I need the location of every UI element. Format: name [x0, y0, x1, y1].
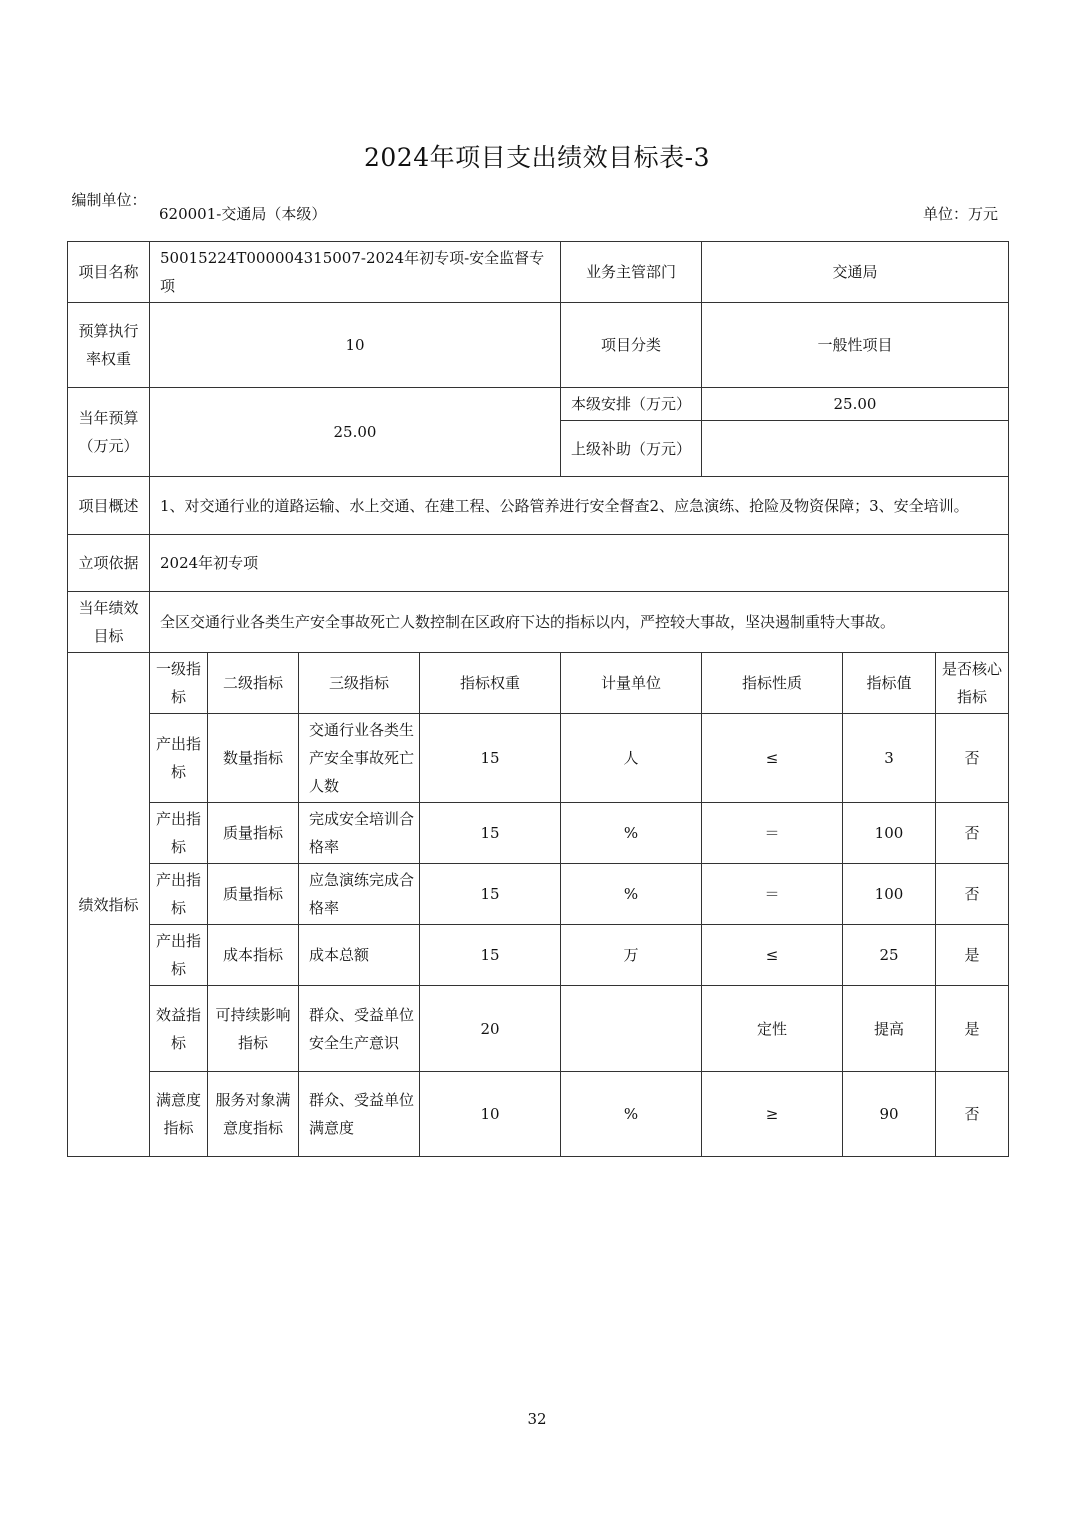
indicator-section-label: 绩效指标: [68, 653, 150, 1157]
basis-label: 立项依据: [68, 535, 150, 592]
weight-cell: 15: [420, 864, 561, 925]
row-basis: [68, 535, 1009, 592]
weight-cell: 15: [420, 803, 561, 864]
header-level3: 三级指标: [299, 653, 420, 714]
level2-cell: 可持续影响指标: [208, 986, 299, 1072]
page-number: 32: [527, 1410, 547, 1428]
core-cell: 否: [936, 714, 1009, 803]
nature-cell: ＝: [702, 803, 843, 864]
unit-label: 编制单位：: [71, 191, 147, 209]
header-weight: 指标权重: [420, 653, 561, 714]
unit-value: 620001-交通局（本级）: [159, 205, 327, 223]
upper-value: [702, 421, 1009, 477]
table-row: [68, 803, 1009, 864]
header-level2: 二级指标: [208, 653, 299, 714]
upper-label: 上级补助（万元）: [561, 421, 702, 477]
value-cell: 90: [843, 1072, 936, 1157]
level3-cell: 群众、受益单位满意度: [299, 1072, 420, 1157]
value-cell: 25: [843, 925, 936, 986]
nature-cell: 定性: [702, 986, 843, 1072]
weight-cell: 15: [420, 714, 561, 803]
level3-cell: 应急演练完成合格率: [299, 864, 420, 925]
core-cell: 是: [936, 986, 1009, 1072]
weight-value: 10: [150, 303, 561, 388]
table-row: [68, 864, 1009, 925]
level1-cell: 产出指标: [150, 925, 208, 986]
nature-cell: ≤: [702, 714, 843, 803]
header-level1: 一级指标: [150, 653, 208, 714]
core-cell: 否: [936, 803, 1009, 864]
page-title: 2024年项目支出绩效目标表-3: [364, 143, 710, 172]
level1-cell: 产出指标: [150, 864, 208, 925]
level2-cell: 成本指标: [208, 925, 299, 986]
dept-value: 交通局: [702, 242, 1009, 303]
unit-row: [68, 188, 1006, 240]
indicator-header-row: [68, 653, 1009, 714]
row-goal: [68, 592, 1009, 653]
row-budget: [68, 388, 1009, 421]
unit-cell: %: [561, 864, 702, 925]
level2-cell: 服务对象满意度指标: [208, 1072, 299, 1157]
unit-cell: %: [561, 803, 702, 864]
nature-cell: ＝: [702, 864, 843, 925]
weight-label: 预算执行率权重: [68, 303, 150, 388]
project-name: 50015224T000004315007-2024年初专项-安全监督专项: [150, 242, 561, 303]
local-value: 25.00: [702, 388, 1009, 421]
unit-cell: 万: [561, 925, 702, 986]
header-unit: 计量单位: [561, 653, 702, 714]
level1-cell: 产出指标: [150, 714, 208, 803]
unit-cell: [561, 986, 702, 1072]
level2-cell: 质量指标: [208, 803, 299, 864]
level3-cell: 交通行业各类生产安全事故死亡人数: [299, 714, 420, 803]
goal-label: 当年绩效目标: [68, 592, 150, 653]
table-row: [68, 986, 1009, 1072]
header-value: 指标值: [843, 653, 936, 714]
overview-label: 项目概述: [68, 477, 150, 535]
category-label: 项目分类: [561, 303, 702, 388]
level3-cell: 成本总额: [299, 925, 420, 986]
level2-cell: 数量指标: [208, 714, 299, 803]
weight-cell: 20: [420, 986, 561, 1072]
overview-value: 1、对交通行业的道路运输、水上交通、在建工程、公路管养进行安全督查2、应急演练、抢险及物资保障；3、安全培训。: [150, 477, 1009, 535]
level3-cell: 群众、受益单位安全生产意识: [299, 986, 420, 1072]
unit-cell: %: [561, 1072, 702, 1157]
value-cell: 100: [843, 803, 936, 864]
level2-cell: 质量指标: [208, 864, 299, 925]
header-core: 是否核心指标: [936, 653, 1009, 714]
core-cell: 否: [936, 1072, 1009, 1157]
value-cell: 3: [843, 714, 936, 803]
performance-table: [67, 241, 1009, 1157]
currency-unit: 单位：万元: [922, 205, 998, 223]
nature-cell: ≤: [702, 925, 843, 986]
core-cell: 否: [936, 864, 1009, 925]
table-row: [68, 1072, 1009, 1157]
value-cell: 提高: [843, 986, 936, 1072]
weight-cell: 15: [420, 925, 561, 986]
budget-value: 25.00: [150, 388, 561, 477]
level1-cell: 产出指标: [150, 803, 208, 864]
level3-cell: 完成安全培训合格率: [299, 803, 420, 864]
level1-cell: 效益指标: [150, 986, 208, 1072]
value-cell: 100: [843, 864, 936, 925]
core-cell: 是: [936, 925, 1009, 986]
budget-label: 当年预算（万元）: [68, 388, 150, 477]
project-name-label: 项目名称: [68, 242, 150, 303]
table-row: [68, 714, 1009, 803]
unit-cell: 人: [561, 714, 702, 803]
goal-value: 全区交通行业各类生产安全事故死亡人数控制在区政府下达的指标以内，严控较大事故，坚决遏制重特大事故。: [150, 592, 1009, 653]
basis-value: 2024年初专项: [150, 535, 1009, 592]
dept-label: 业务主管部门: [561, 242, 702, 303]
category-value: 一般性项目: [702, 303, 1009, 388]
row-overview: [68, 477, 1009, 535]
row-project-name: [68, 242, 1009, 303]
table-row: [68, 925, 1009, 986]
local-label: 本级安排（万元）: [561, 388, 702, 421]
weight-cell: 10: [420, 1072, 561, 1157]
header-nature: 指标性质: [702, 653, 843, 714]
level1-cell: 满意度指标: [150, 1072, 208, 1157]
row-weight: [68, 303, 1009, 388]
nature-cell: ≥: [702, 1072, 843, 1157]
